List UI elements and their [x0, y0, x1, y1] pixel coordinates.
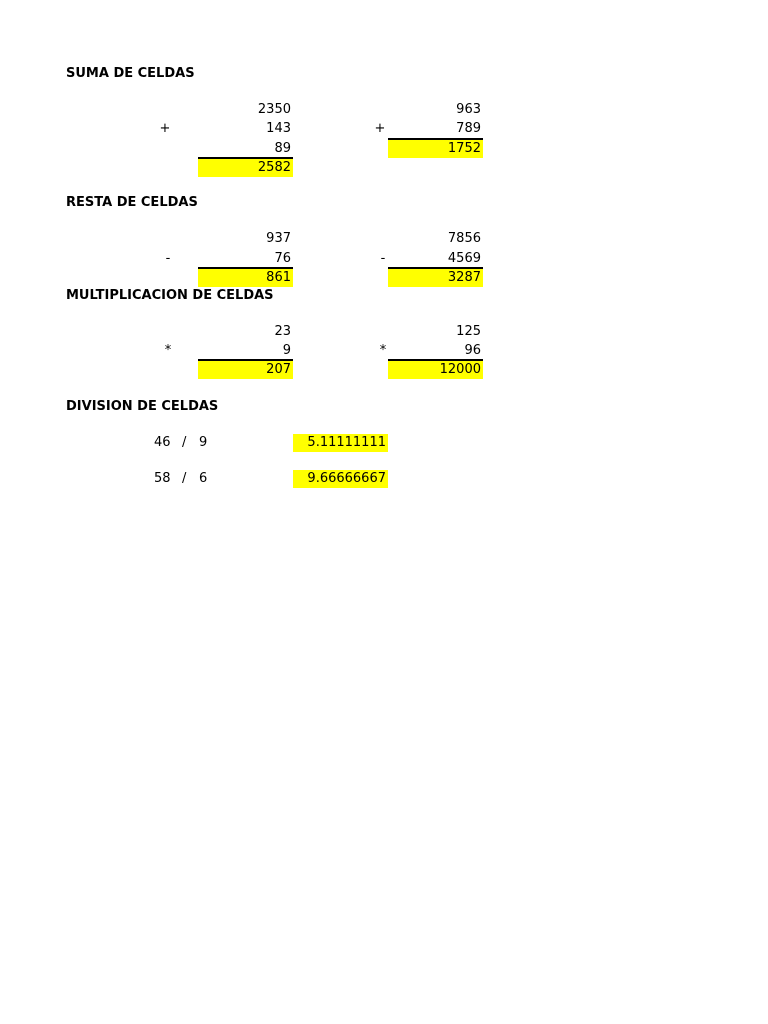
suma-left-result: 2582: [198, 159, 293, 177]
resta-right-cell-a: 7856: [447, 231, 481, 246]
suma-left-operator: +: [159, 121, 171, 136]
division-section-title: DIVISION DE CELDAS: [66, 399, 219, 414]
multiplicacion-right-cell-a: 125: [456, 324, 481, 339]
resta-right-operator: -: [380, 251, 386, 266]
multiplicacion-section-title: MULTIPLICACION DE CELDAS: [66, 288, 274, 303]
division-row-2-operator: /: [182, 471, 187, 486]
suma-right-operator: +: [374, 121, 386, 136]
multiplicacion-left-cell-b: 9: [282, 343, 291, 358]
resta-right-cell-b: 4569: [447, 251, 481, 266]
multiplicacion-left-result: 207: [198, 361, 293, 379]
resta-left-operator: -: [165, 251, 171, 266]
multiplicacion-right-result: 12000: [388, 361, 483, 379]
suma-left-cell-a: 2350: [257, 102, 291, 117]
suma-right-cell-a: 963: [456, 102, 481, 117]
suma-right-result: 1752: [388, 140, 483, 158]
suma-left-cell-c: 89: [274, 141, 291, 156]
division-row-2-divisor: 6: [199, 471, 208, 486]
multiplicacion-left-cell-a: 23: [274, 324, 291, 339]
multiplicacion-right-operator: *: [379, 343, 387, 358]
resta-left-result: 861: [198, 269, 293, 287]
division-row-1-dividend: 46: [154, 435, 171, 450]
resta-left-cell-b: 76: [274, 251, 291, 266]
suma-section-title: SUMA DE CELDAS: [66, 66, 195, 81]
division-row-1-result: 5.11111111: [293, 434, 388, 452]
suma-right-cell-b: 789: [456, 121, 481, 136]
multiplicacion-right-cell-b: 96: [464, 343, 481, 358]
multiplicacion-left-operator: *: [164, 343, 172, 358]
resta-right-result: 3287: [388, 269, 483, 287]
division-row-1-divisor: 9: [199, 435, 208, 450]
resta-section-title: RESTA DE CELDAS: [66, 195, 198, 210]
division-row-2-result: 9.66666667: [293, 470, 388, 488]
division-row-2-dividend: 58: [154, 471, 171, 486]
resta-left-cell-a: 937: [266, 231, 291, 246]
suma-left-cell-b: 143: [266, 121, 291, 136]
division-row-1-operator: /: [182, 435, 187, 450]
